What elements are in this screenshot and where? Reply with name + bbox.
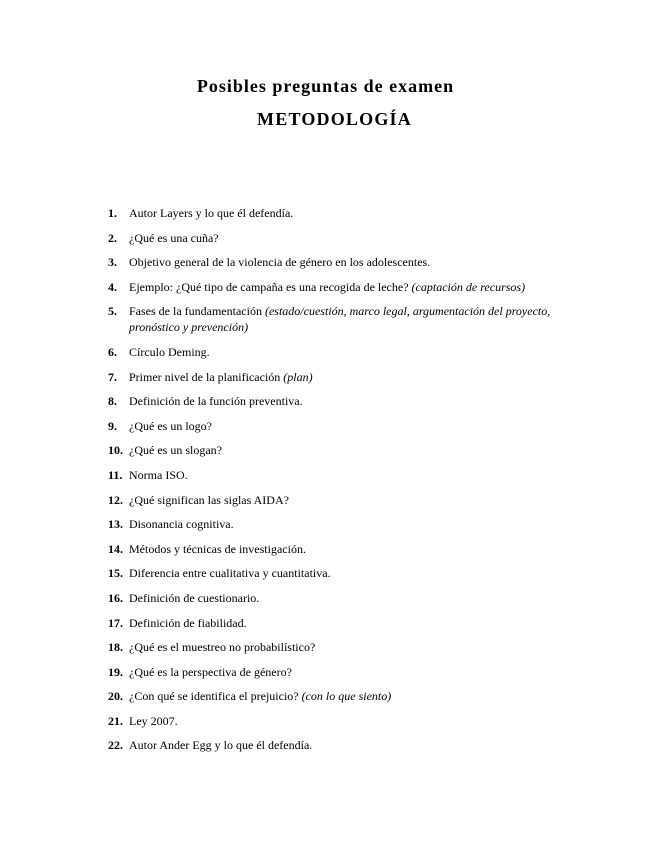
question-number: 19. [108, 664, 123, 679]
question-text: Métodos y técnicas de investigación. [129, 541, 306, 556]
question-note: (estado/cuestión, marco legal, argumentación del proyecto, pronóstico y prevención) [129, 304, 551, 335]
question-item [108, 639, 578, 655]
question-item [108, 565, 578, 581]
document-title: Posibles preguntas de examen [196, 76, 455, 96]
question-text: ¿Qué es el muestreo no probabilístico? [129, 640, 316, 655]
question-text: Diferencia entre cualitativa y cuantitativa. [129, 566, 331, 581]
question-text: Ejemplo: ¿Qué tipo de campaña es una recogida de leche? [129, 279, 409, 294]
question-number: 22. [108, 738, 123, 753]
question-item [108, 590, 578, 606]
question-number: 20. [108, 689, 123, 704]
question-item [108, 344, 578, 360]
question-text: Definición de fiabilidad. [129, 615, 247, 630]
question-text: Objetivo general de la violencia de género en los adolescentes. [129, 255, 431, 270]
question-text: Primer nivel de la planificación [129, 369, 281, 384]
question-number: 9. [108, 418, 117, 433]
question-text: Ley 2007. [129, 713, 178, 728]
question-number: 15. [108, 566, 123, 581]
question-number: 5. [108, 304, 117, 319]
question-item [108, 205, 578, 221]
question-note: (con lo que siento) [301, 689, 392, 704]
question-number: 8. [108, 394, 117, 409]
question-number: 1. [108, 206, 117, 220]
question-text: Norma ISO. [129, 467, 188, 482]
question-number: 11. [108, 467, 123, 482]
question-item [108, 279, 578, 295]
question-text: Fases de la fundamentación [129, 304, 262, 319]
question-text: ¿Con qué se identifica el prejuicio? [129, 689, 299, 704]
question-number: 18. [108, 640, 123, 655]
question-number: 3. [108, 255, 117, 270]
question-item [108, 664, 578, 680]
question-text: Círculo Deming. [129, 344, 210, 359]
question-number: 13. [108, 517, 123, 532]
question-text: ¿Qué es una cuña? [129, 230, 219, 245]
question-item [108, 369, 578, 385]
question-text: Disonancia cognitiva. [129, 517, 234, 532]
question-text: Autor Layers y lo que él defendía. [129, 206, 294, 220]
question-text: Autor Ander Egg y lo que él defendía. [129, 738, 313, 753]
question-number: 6. [108, 344, 117, 359]
question-number: 4. [108, 279, 117, 294]
question-number: 2. [108, 230, 117, 245]
question-text: ¿Qué es un logo? [129, 418, 212, 433]
question-item [108, 467, 578, 483]
question-number: 12. [108, 492, 123, 507]
question-number: 14. [108, 541, 123, 556]
question-item [108, 737, 578, 753]
document-subtitle: METODOLOGÍA [257, 109, 412, 129]
question-item [108, 688, 578, 704]
question-item [108, 418, 578, 434]
question-note: (plan) [283, 369, 313, 384]
question-item [108, 516, 578, 532]
question-text: Definición de la función preventiva. [129, 394, 303, 409]
question-item [108, 442, 578, 458]
question-item [108, 615, 578, 631]
question-number: 21. [108, 713, 123, 728]
question-item [108, 492, 578, 508]
question-list [108, 205, 578, 762]
question-text: ¿Qué es la perspectiva de género? [129, 664, 292, 679]
question-number: 10. [108, 443, 123, 458]
question-item [108, 541, 578, 557]
question-item [108, 254, 578, 270]
question-text: Definición de cuestionario. [129, 590, 260, 605]
question-note: (captación de recursos) [411, 279, 526, 294]
question-item [108, 393, 578, 409]
question-item [108, 230, 578, 246]
question-number: 7. [108, 369, 117, 384]
question-text: ¿Qué es un slogan? [129, 443, 222, 458]
question-text: ¿Qué significan las siglas AIDA? [129, 492, 289, 507]
question-number: 17. [108, 615, 123, 630]
question-item [108, 303, 578, 335]
question-item [108, 713, 578, 729]
question-number: 16. [108, 590, 123, 605]
